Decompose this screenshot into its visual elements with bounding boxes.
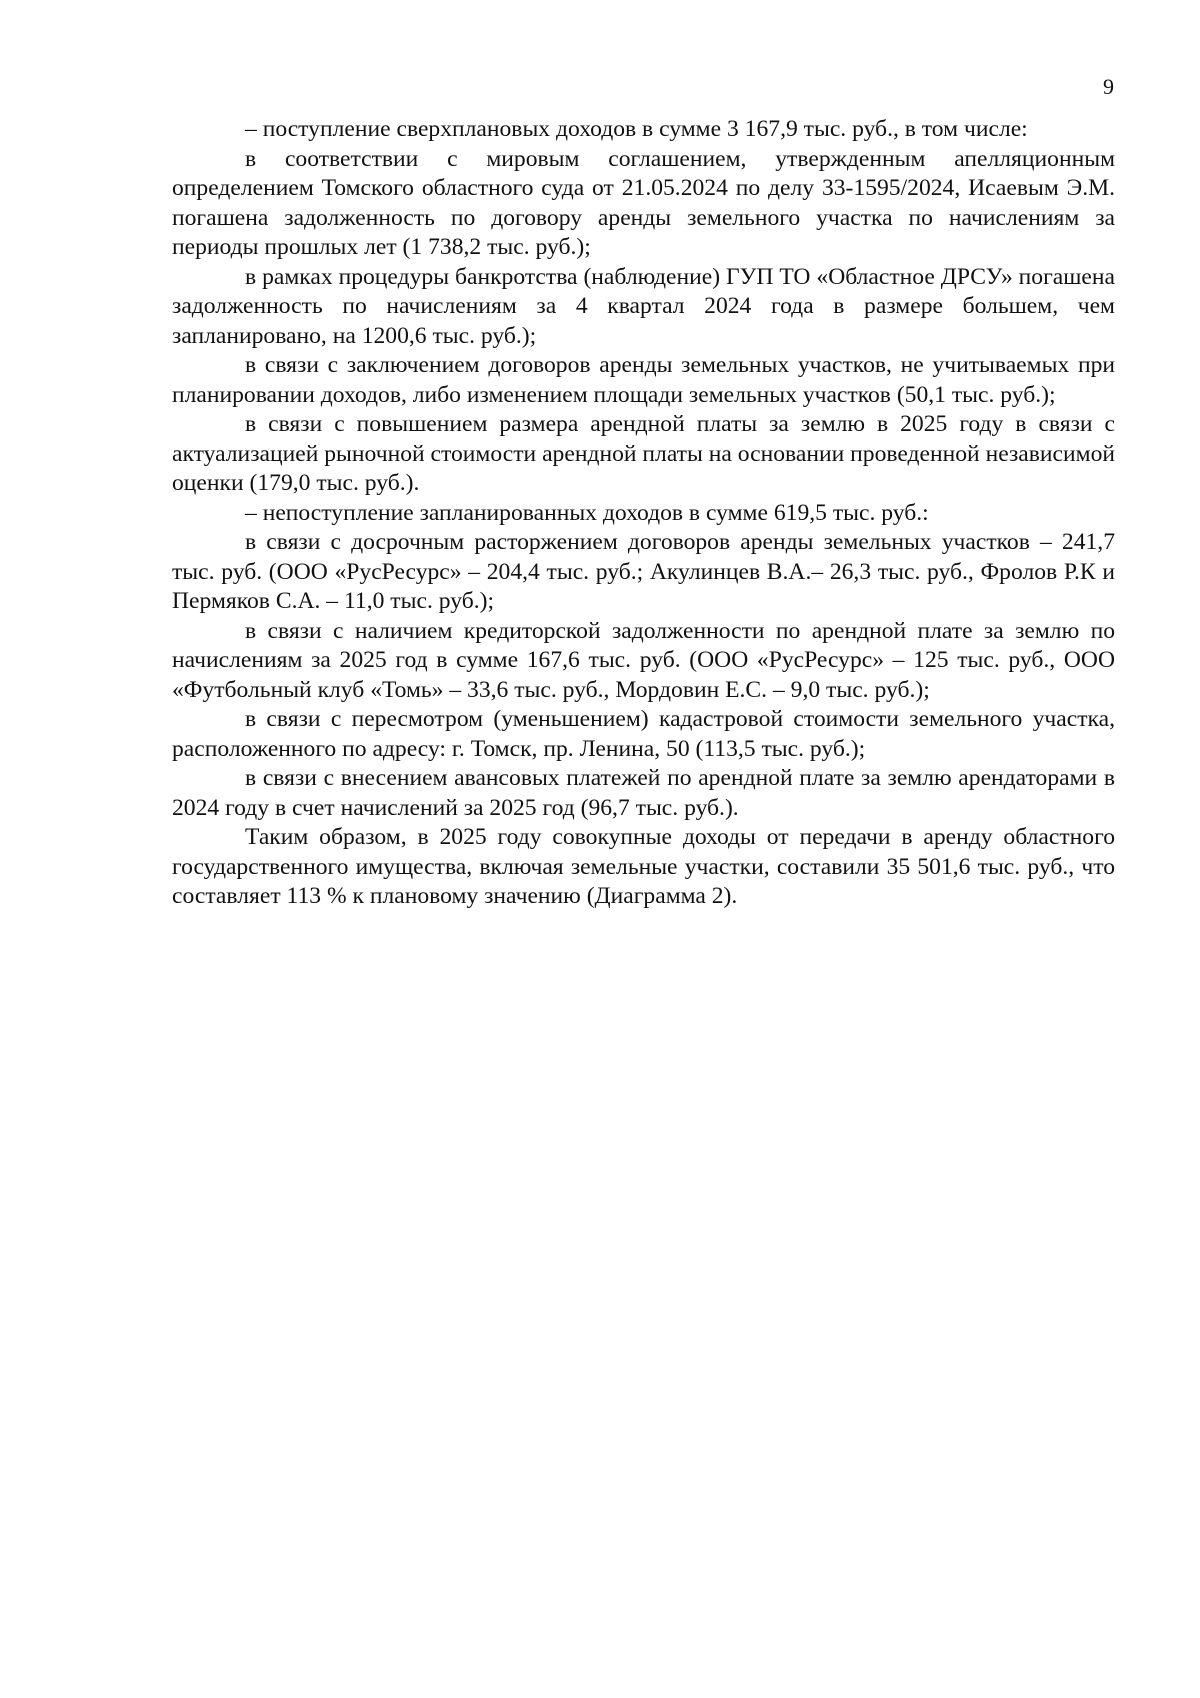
paragraph-conclusion: Таким образом, в 2025 году совокупные доходы от передачи в аренду областного государственного имущества, включая земельные участки, составили 35 501,6 тыс. руб., что составляет 113 % к плановому значению (Диаграмма 2). [172, 824, 1115, 909]
paragraph-cadastral-revaluation: в связи с пересмотром (уменьшением) кадастровой стоимости земельного участка, расположенного по адресу: г. Томск, пр. Ленина, 50 (113,5 тыс. руб.); [172, 706, 1115, 762]
paragraph-income-shortfall: – непоступление запланированных доходов в сумме 619,5 тыс. руб.: [245, 499, 929, 526]
paragraph-overplan-income: – поступление сверхплановых доходов в сумме 3 167,9 тыс. руб., в том числе: [245, 116, 1028, 142]
body-text [172, 115, 1115, 912]
paragraph-rent-increase: в связи с повышением размера арендной платы за землю в 2025 году в связи с актуализацией рыночной стоимости арендной платы на основании проведенной независимой оценки (179,0 тыс. руб.). [172, 411, 1115, 496]
paragraph-advance-payments: в связи с внесением авансовых платежей по арендной плате за землю арендаторами в 2024 году в счет начислений за 2025 год (96,7 тыс. руб.). [172, 765, 1115, 821]
paragraph-settlement-agreement: в соответствии с мировым соглашением, утвержденным апелляционным определением Томского областного суда от 21.05.2024 по делу 33-1595/2024, Исаевым Э.М. погашена задолженность по договору аренды земельного участка по начислениям за периоды прошлых лет (1 738,2 тыс. руб.); [172, 145, 1115, 260]
paragraph-accounts-payable: в связи с наличием кредиторской задолженности по арендной плате за землю по начислениям за 2025 год в сумме 167,6 тыс. руб. (ООО «РусРесурс» – 125 тыс. руб., ООО «Футбольный клуб «Томь» – 33,6 тыс. руб., Мордовин Е.С. – 9,0 тыс. руб.); [172, 617, 1115, 703]
page-number: 9 [1103, 74, 1114, 99]
paragraph-bankruptcy-procedure: в рамках процедуры банкротства (наблюдение) ГУП ТО «Областное ДРСУ» погашена задолженность по начислениям за 4 квартал 2024 года в размере большем, чем запланировано, на 1200,6 тыс. руб.); [172, 263, 1115, 349]
paragraph-new-lease-contracts: в связи с заключением договоров аренды земельных участков, не учитываемых при планировании доходов, либо изменением площади земельных участков (50,1 тыс. руб.); [172, 352, 1115, 408]
paragraph-early-termination: в связи с досрочным расторжением договоров аренды земельных участков – 241,7 тыс. руб. (ООО «РусРесурс» – 204,4 тыс. руб.; Акулинцев В.А.– 26,3 тыс. руб., Фролов Р.К и Пермяков С.А. – 11,0 тыс. руб.); [172, 529, 1115, 614]
